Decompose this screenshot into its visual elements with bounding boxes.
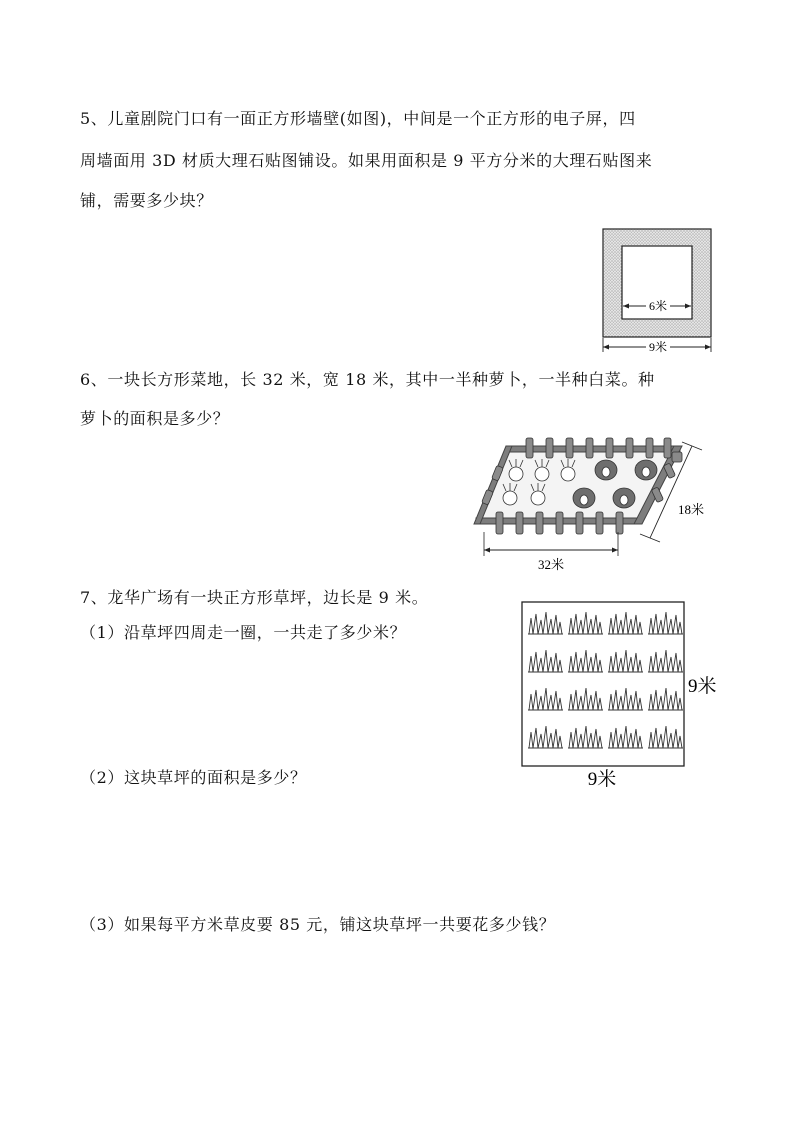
q5-line-2: 周墙面用 3D 材质大理石贴图铺设。如果用面积是 9 平方分米的大理石贴图来 [80,151,653,170]
inner-dimension-label: 6米 [648,299,668,313]
q5-line-3: 铺，需要多少块？ [80,191,213,210]
bottom-length-label: 9米 [587,769,617,790]
q6-line-2: 萝卜的面积是多少？ [80,409,230,428]
side-length-label: 9米 [688,676,717,697]
q5-wall-figure [596,224,718,358]
q6-garden-figure [466,432,722,576]
q7-lawn-figure [516,598,730,792]
outer-dimension-label: 9米 [648,340,668,354]
q5-line-1: 5、儿童剧院门口有一面正方形墙壁(如图)，中间是一个正方形的电子屏，四 [80,109,636,128]
width-label: 18米 [678,502,705,517]
q7-part-1: （1）沿草坪四周走一圈，一共走了多少米？ [80,623,407,642]
q6-line-1: 6、一块长方形菜地，长 32 米，宽 18 米，其中一半种萝卜，一半种白菜。种 [80,370,655,389]
length-label: 32米 [537,557,565,572]
q7-part-3: （3）如果每平方米草皮要 85 元，铺这块草坪一共要花多少钱？ [80,915,556,934]
q7-part-2: （2）这块草坪的面积是多少？ [80,768,307,787]
q7-stem: 7、龙华广场有一块正方形草坪，边长是 9 米。 [80,588,429,607]
